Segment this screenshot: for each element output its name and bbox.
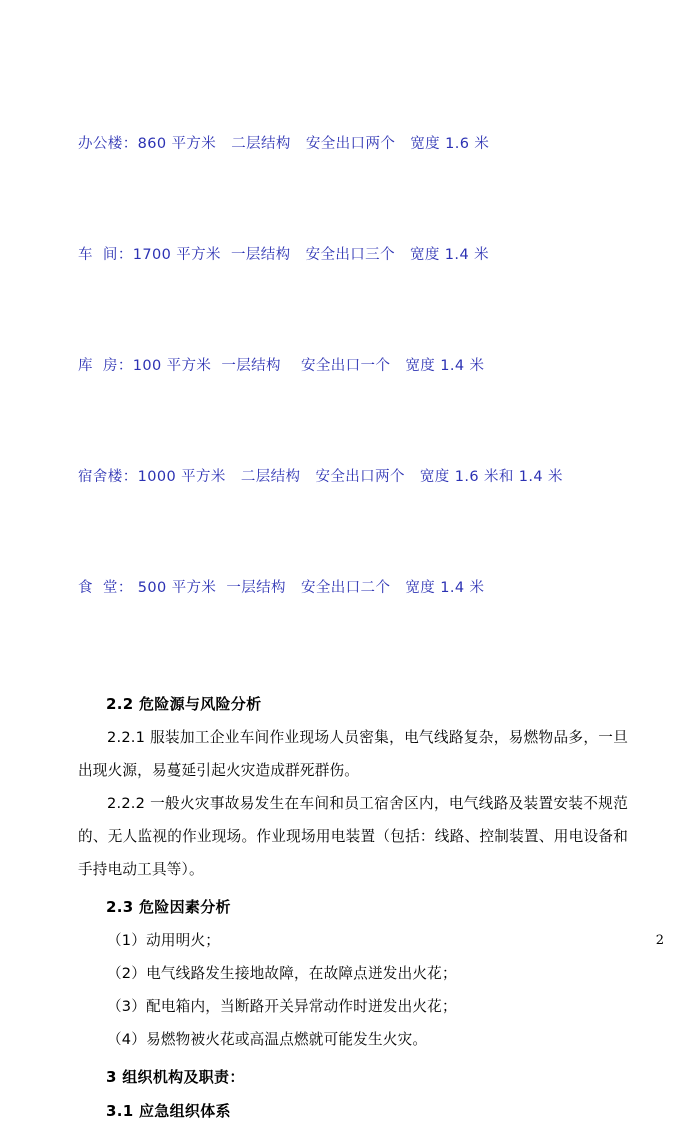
- section-heading-2-3: 2.3 危险因素分析: [106, 898, 231, 916]
- facility-spec-line: 车 间：1700 平方米 一层结构 安全出口三个 宽度 1.4 米: [78, 247, 489, 263]
- section-heading-3: 3 组织机构及职责：: [106, 1068, 245, 1086]
- facility-spec-line: 办公楼：860 平方米 二层结构 安全出口两个 宽度 1.6 米: [78, 136, 490, 152]
- risk-item-1: （1）动用明火；: [107, 932, 221, 949]
- facility-spec-line: 库 房：100 平方米 一层结构 安全出口一个 宽度 1.4 米: [78, 358, 485, 374]
- paragraph-2-2-2: 2.2.2 一般火灾事故易发生在车间和员工宿舍区内，电气线路及装置安装不规范的、无人监视的作业现场。作业现场用电装置（包括：线路、控制装置、用电设备和手持电动工具等）。: [78, 795, 628, 878]
- risk-item-2: （2）电气线路发生接地故障，在故障点迸发出火花；: [107, 965, 457, 982]
- section-heading-2-2: 2.2 危险源与风险分析: [106, 695, 262, 713]
- page-number: 2: [655, 933, 664, 948]
- risk-item-4: （4）易燃物被火花或高温点燃就可能发生火灾。: [107, 1031, 428, 1048]
- facility-spec-line: 宿舍楼：1000 平方米 二层结构 安全出口两个 宽度 1.6 米和 1.4 米: [78, 469, 563, 485]
- section-heading-3-1: 3.1 应急组织体系: [106, 1102, 231, 1120]
- facility-spec-line: 食 堂： 500 平方米 一层结构 安全出口二个 宽度 1.4 米: [78, 580, 485, 596]
- risk-item-3: （3）配电箱内，当断路开关异常动作时迸发出火花；: [107, 998, 457, 1015]
- paragraph-2-2-1: 2.2.1 服装加工企业车间作业现场人员密集，电气线路复杂，易燃物品多，一旦出现火源，易蔓延引起火灾造成群死群伤。: [78, 729, 628, 779]
- facility-spec-list: [78, 52, 628, 681]
